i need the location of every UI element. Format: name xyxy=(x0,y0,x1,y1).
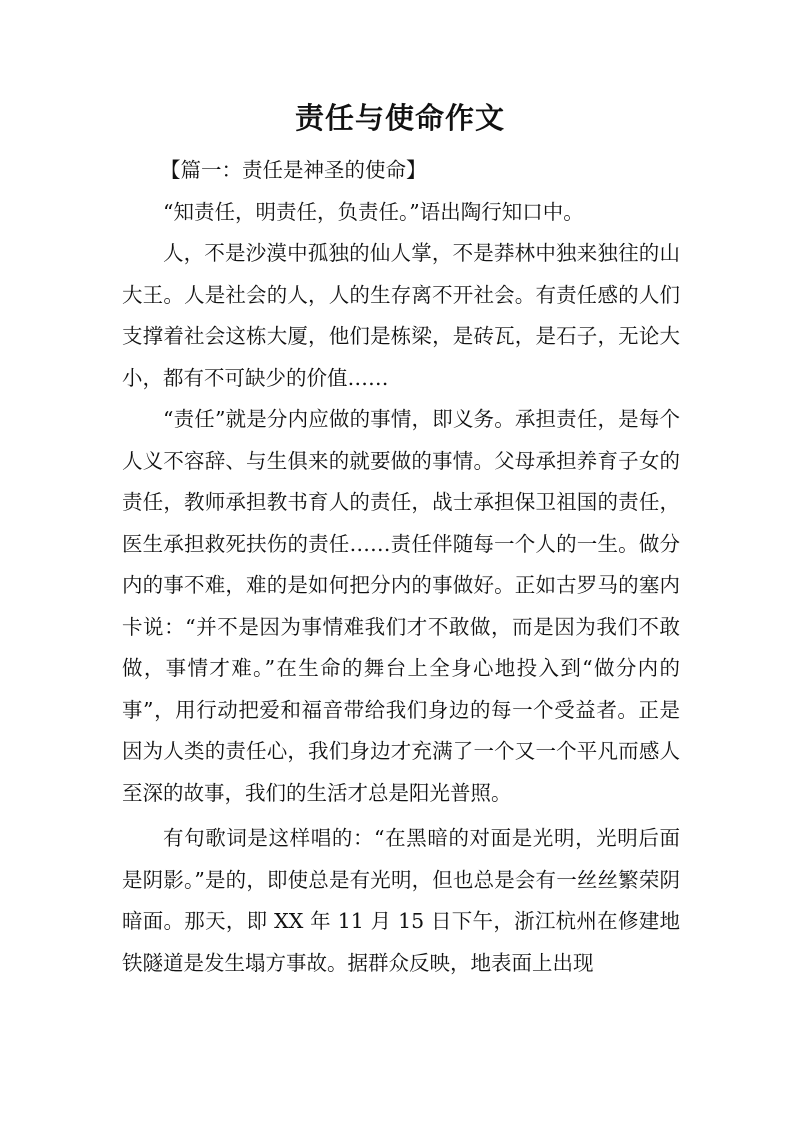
paragraph: “责任”就是分内应做的事情，即义务。承担责任，是每个人义不容辞、与生俱来的就要做的事情。父母承担养育子女的责任，教师承担教书育人的责任，战士承担保卫祖国的责任，医生承担救死扶伤的责任……责任伴随每一个人的一生。做分内的事不难，难的是如何把分内的事做好。正如古罗马的塞内卡说：“并不是因为事情难我们才不敢做，而是因为我们不敢做，事情才难。”在生命的舞台上全身心地投入到“做分内的事”，用行动把爱和福音带给我们身边的每一个受益者。正是因为人类的责任心，我们身边才充满了一个又一个平凡而感人至深的故事，我们的生活才总是阳光普照。 xyxy=(122,407,680,805)
document-title: 责任与使命作文 xyxy=(294,101,505,135)
paragraph: 有句歌词是这样唱的：“在黑暗的对面是光明，光明后面是阴影。”是的，即使总是有光明，但也总是会有一丝丝繁荣阴暗面。那天，即 XX 年 11 月 15 日下午，浙江杭州在修建地铁隧道是发生塌方事故。据群众反映，地表面上出现 xyxy=(122,826,680,975)
section-heading: 【篇一：责任是神圣的使命】 xyxy=(160,158,427,182)
document-body xyxy=(122,150,680,984)
paragraph-quote: “知责任，明责任，负责任。”语出陶行知口中。 xyxy=(163,199,584,224)
paragraph: 人，不是沙漠中孤独的仙人掌，不是莽林中独来独往的山大王。人是社会的人，人的生存离不开社会。有责任感的人们支撑着社会这栋大厦，他们是栋梁，是砖瓦，是石子，无论大小，都有不可缺少的价值…… xyxy=(122,241,680,390)
